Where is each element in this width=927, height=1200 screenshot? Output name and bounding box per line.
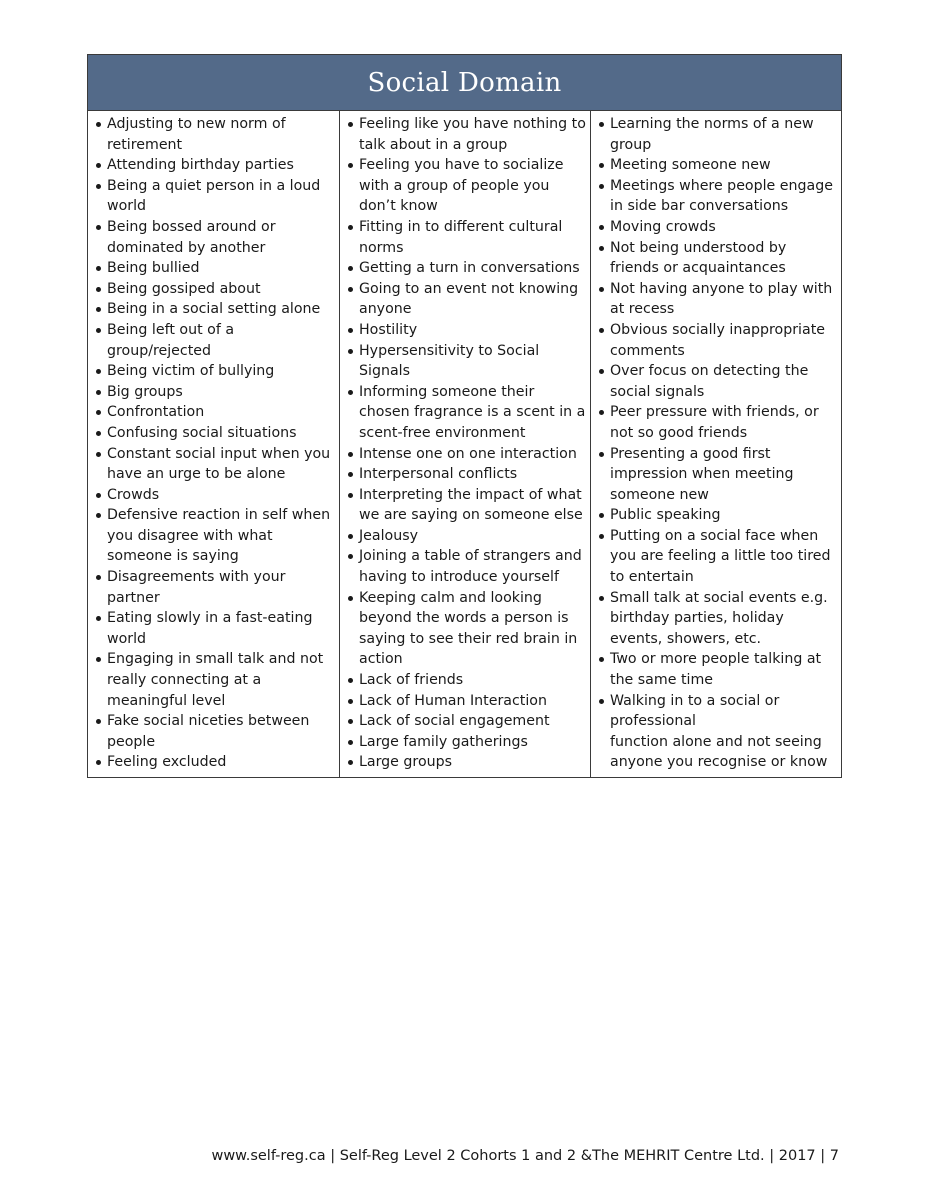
list-item: Fitting in to different cultural norms <box>344 217 586 258</box>
list-item: Feeling you have to socialize with a group of people you don’t know <box>344 155 586 217</box>
list-item: Confrontation <box>92 402 335 423</box>
list-item: Putting on a social face when you are feeling a little too tired to entertain <box>595 526 837 588</box>
social-domain-table <box>87 54 842 778</box>
list-item: Being bossed around or dominated by another <box>92 217 335 258</box>
list-item: Walking in to a social or professional <box>595 691 837 732</box>
list-item: Being gossiped about <box>92 279 335 300</box>
list-item: Public speaking <box>595 505 837 526</box>
list-item: Lack of friends <box>344 670 586 691</box>
list-item: Not being understood by friends or acquaintances <box>595 238 837 279</box>
list-item: Feeling excluded <box>92 752 335 773</box>
list-item: Hostility <box>344 320 586 341</box>
list-item: Jealousy <box>344 526 586 547</box>
list-item: Going to an event not knowing anyone <box>344 279 586 320</box>
list-item: Interpreting the impact of what we are saying on someone else <box>344 485 586 526</box>
list-item: Over focus on detecting the social signals <box>595 361 837 402</box>
table-title: Social Domain <box>367 67 562 98</box>
column-3 <box>590 111 841 777</box>
list-item: Getting a turn in conversations <box>344 258 586 279</box>
column-2 <box>339 111 590 777</box>
list-item: Being victim of bullying <box>92 361 335 382</box>
list-item: Informing someone their chosen fragrance is a scent in a scent-free environment <box>344 382 586 444</box>
stressor-list <box>344 114 586 773</box>
list-item: Presenting a good first impression when meeting someone new <box>595 444 837 506</box>
list-item: Keeping calm and looking beyond the words a person is saying to see their red brain in action <box>344 588 586 670</box>
list-item: Being bullied <box>92 258 335 279</box>
list-item: Meetings where people engage in side bar conversations <box>595 176 837 217</box>
list-item: Constant social input when you have an urge to be alone <box>92 444 335 485</box>
list-item: Joining a table of strangers and having to introduce yourself <box>344 546 586 587</box>
list-item: Learning the norms of a new group <box>595 114 837 155</box>
list-item: Feeling like you have nothing to talk about in a group <box>344 114 586 155</box>
page-footer: www.self-reg.ca | Self-Reg Level 2 Cohorts 1 and 2 &The MEHRIT Centre Ltd. | 2017 | 7 <box>211 1148 839 1164</box>
list-item: Small talk at social events e.g. birthday parties, holiday events, showers, etc. <box>595 588 837 650</box>
list-item: Fake social niceties between people <box>92 711 335 752</box>
list-item: Being in a social setting alone <box>92 299 335 320</box>
stressor-list <box>595 114 837 773</box>
list-item: Two or more people talking at the same time <box>595 649 837 690</box>
list-item: Adjusting to new norm of retirement <box>92 114 335 155</box>
list-item: Confusing social situations <box>92 423 335 444</box>
list-item: Meeting someone new <box>595 155 837 176</box>
list-item: Crowds <box>92 485 335 506</box>
list-item: Engaging in small talk and not really connecting at a meaningful level <box>92 649 335 711</box>
list-item: Being a quiet person in a loud world <box>92 176 335 217</box>
list-item: Hypersensitivity to Social Signals <box>344 341 586 382</box>
list-item: Big groups <box>92 382 335 403</box>
list-item: Intense one on one interaction <box>344 444 586 465</box>
column-1 <box>88 111 339 777</box>
list-item: Peer pressure with friends, or not so good friends <box>595 402 837 443</box>
list-item: function alone and not seeing anyone you recognise or know <box>610 733 828 771</box>
list-item: Attending birthday parties <box>92 155 335 176</box>
list-item: Lack of Human Interaction <box>344 691 586 712</box>
table-body <box>88 111 841 777</box>
list-item: Defensive reaction in self when you disagree with what someone is saying <box>92 505 335 567</box>
list-item: Large groups <box>344 752 586 773</box>
list-item: Moving crowds <box>595 217 837 238</box>
list-item: Disagreements with your partner <box>92 567 335 608</box>
list-item: Interpersonal conflicts <box>344 464 586 485</box>
list-item: Not having anyone to play with at recess <box>595 279 837 320</box>
list-item: Obvious socially inappropriate comments <box>595 320 837 361</box>
list-item: Being left out of a group/rejected <box>92 320 335 361</box>
stressor-list <box>92 114 335 773</box>
list-item: Large family gatherings <box>344 732 586 753</box>
table-header <box>88 55 841 111</box>
list-item: Lack of social engagement <box>344 711 586 732</box>
list-item: Eating slowly in a fast-eating world <box>92 608 335 649</box>
